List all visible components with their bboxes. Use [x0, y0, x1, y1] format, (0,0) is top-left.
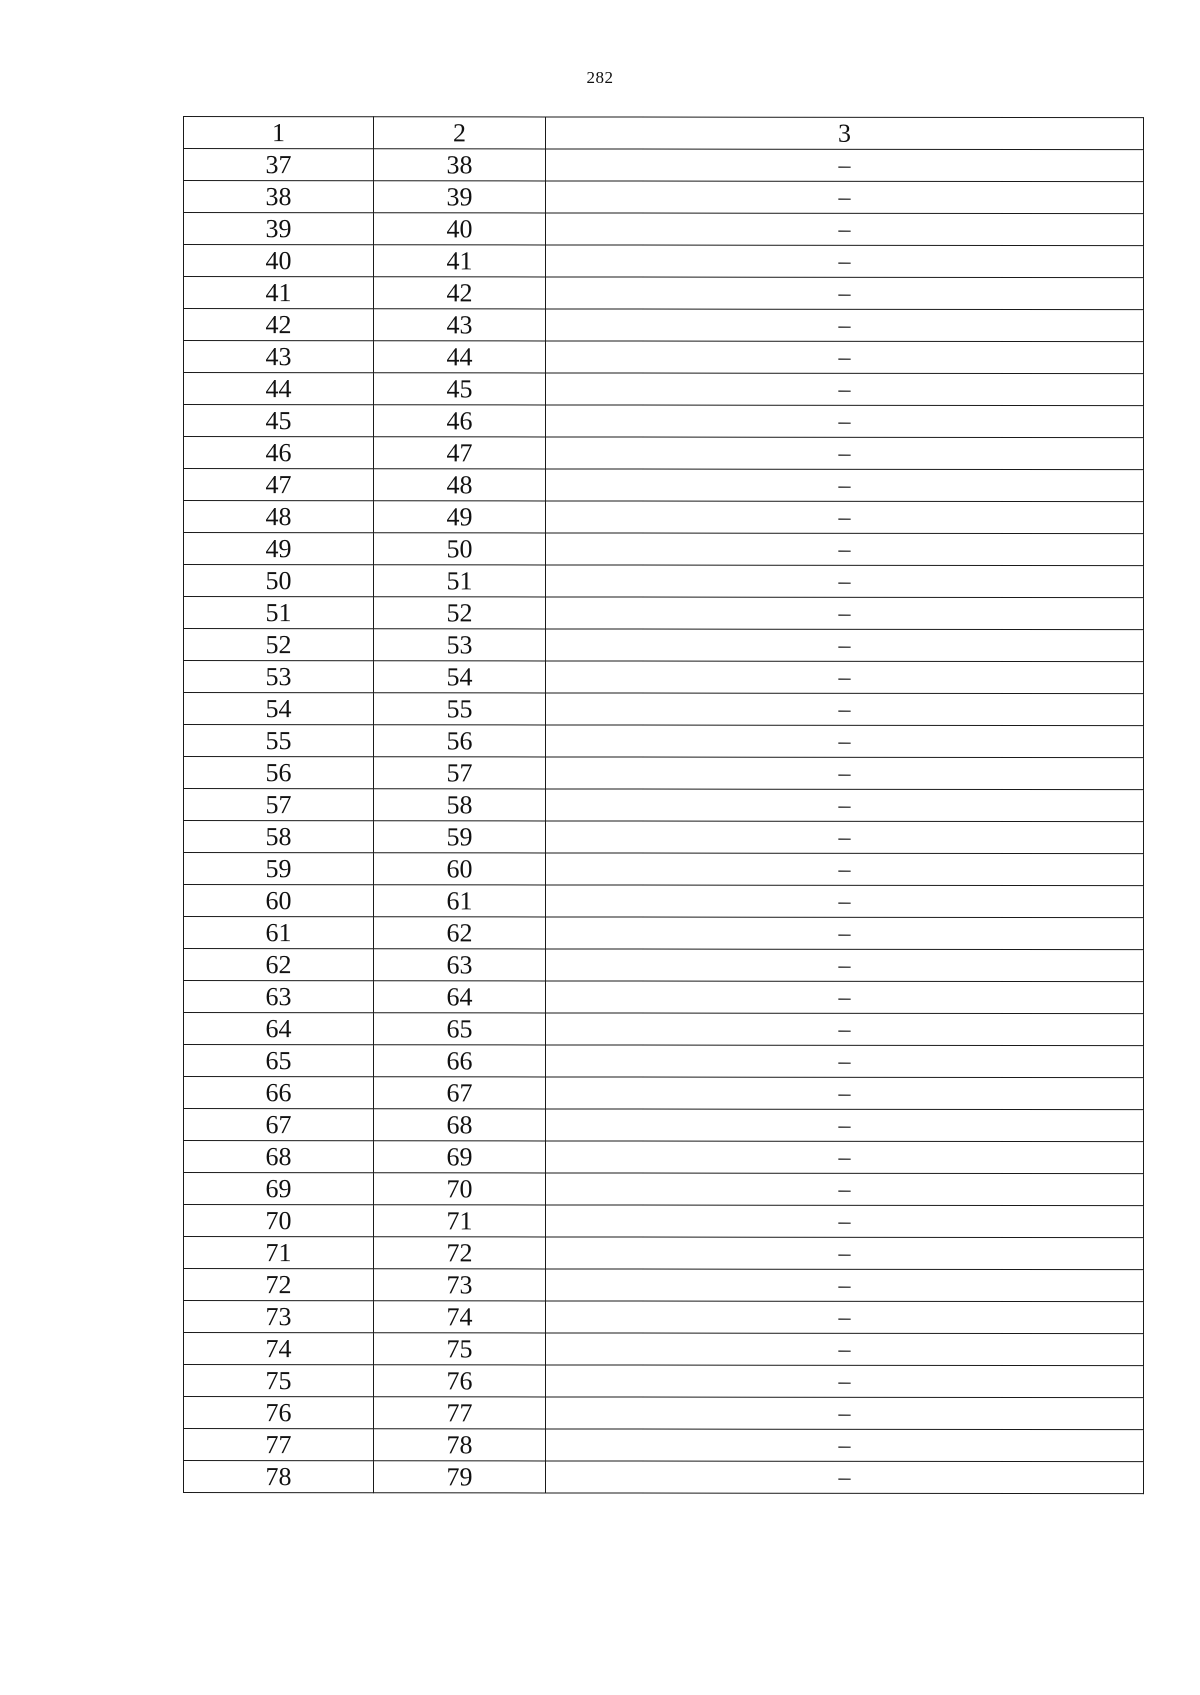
- cell-col-1: 59: [184, 853, 374, 885]
- table-row: [184, 1141, 1144, 1174]
- table-row: [184, 661, 1144, 694]
- cell-col-1: 76: [184, 1397, 374, 1429]
- cell-col-1: 77: [184, 1429, 374, 1461]
- cell-col-3: –: [546, 661, 1144, 694]
- cell-col-1: 62: [184, 949, 374, 981]
- cell-col-2: 75: [374, 1333, 546, 1365]
- cell-col-1: 63: [184, 981, 374, 1013]
- cell-col-2: 76: [374, 1365, 546, 1397]
- cell-col-3: –: [546, 1429, 1144, 1462]
- cell-col-2: 45: [374, 373, 546, 405]
- cell-col-3: –: [546, 1333, 1144, 1366]
- cell-col-3: –: [546, 1109, 1144, 1142]
- cell-col-1: 66: [184, 1077, 374, 1109]
- cell-col-1: 60: [184, 885, 374, 917]
- table-row: [184, 1461, 1144, 1494]
- cell-col-2: 41: [374, 245, 546, 277]
- cell-col-3: –: [546, 1301, 1144, 1334]
- table-row: [184, 789, 1144, 822]
- cell-col-2: 47: [374, 437, 546, 469]
- cell-col-1: 71: [184, 1237, 374, 1269]
- cell-col-3: –: [546, 1461, 1144, 1494]
- cell-col-3: –: [546, 1141, 1144, 1174]
- cell-col-2: 60: [374, 853, 546, 885]
- cell-col-2: 68: [374, 1109, 546, 1141]
- table-row: [184, 1045, 1144, 1078]
- cell-col-2: 69: [374, 1141, 546, 1173]
- table-row: [184, 757, 1144, 790]
- cell-col-3: –: [546, 757, 1144, 790]
- cell-col-3: –: [546, 373, 1144, 406]
- cell-col-3: –: [546, 341, 1144, 374]
- cell-col-1: 78: [184, 1461, 374, 1493]
- cell-col-1: 67: [184, 1109, 374, 1141]
- data-table: [183, 116, 1144, 1494]
- cell-col-2: 46: [374, 405, 546, 437]
- cell-col-3: –: [546, 1045, 1144, 1078]
- table-row: [184, 533, 1144, 566]
- cell-col-2: 61: [374, 885, 546, 917]
- cell-col-3: –: [546, 533, 1144, 566]
- cell-col-2: 44: [374, 341, 546, 373]
- cell-col-3: –: [546, 981, 1144, 1014]
- cell-col-1: 44: [184, 373, 374, 405]
- cell-col-1: 56: [184, 757, 374, 789]
- table-row: [184, 437, 1144, 470]
- cell-col-1: 70: [184, 1205, 374, 1237]
- cell-col-2: 40: [374, 213, 546, 245]
- table-row: [184, 469, 1144, 502]
- cell-col-3: –: [546, 501, 1144, 534]
- column-header-1: 1: [184, 117, 374, 149]
- table-row: [184, 597, 1144, 630]
- cell-col-2: 51: [374, 565, 546, 597]
- cell-col-1: 68: [184, 1141, 374, 1173]
- cell-col-1: 69: [184, 1173, 374, 1205]
- cell-col-2: 49: [374, 501, 546, 533]
- cell-col-2: 63: [374, 949, 546, 981]
- cell-col-1: 40: [184, 245, 374, 277]
- cell-col-3: –: [546, 949, 1144, 982]
- cell-col-3: –: [546, 1365, 1144, 1398]
- cell-col-1: 50: [184, 565, 374, 597]
- table-row: [184, 1301, 1144, 1334]
- table-row: [184, 1365, 1144, 1398]
- page-number: 282: [586, 68, 614, 87]
- cell-col-2: 53: [374, 629, 546, 661]
- cell-col-2: 73: [374, 1269, 546, 1301]
- cell-col-2: 54: [374, 661, 546, 693]
- cell-col-1: 37: [184, 149, 374, 181]
- cell-col-3: –: [546, 917, 1144, 950]
- cell-col-3: –: [546, 725, 1144, 758]
- cell-col-3: –: [546, 565, 1144, 598]
- cell-col-1: 75: [184, 1365, 374, 1397]
- cell-col-1: 39: [184, 213, 374, 245]
- table-row: [184, 949, 1144, 982]
- cell-col-3: –: [546, 1077, 1144, 1110]
- table-row: [184, 885, 1144, 918]
- table-row: [184, 629, 1144, 662]
- table-row: [184, 565, 1144, 598]
- cell-col-1: 41: [184, 277, 374, 309]
- cell-col-2: 67: [374, 1077, 546, 1109]
- cell-col-3: –: [546, 1173, 1144, 1206]
- cell-col-2: 74: [374, 1301, 546, 1333]
- table-row: [184, 1205, 1144, 1238]
- cell-col-2: 65: [374, 1013, 546, 1045]
- cell-col-2: 57: [374, 757, 546, 789]
- cell-col-2: 62: [374, 917, 546, 949]
- cell-col-3: –: [546, 629, 1144, 662]
- table-row: [184, 149, 1144, 182]
- table-row: [184, 1333, 1144, 1366]
- cell-col-3: –: [546, 277, 1144, 310]
- cell-col-2: 58: [374, 789, 546, 821]
- cell-col-3: –: [546, 309, 1144, 342]
- cell-col-1: 42: [184, 309, 374, 341]
- cell-col-3: –: [546, 1237, 1144, 1270]
- table-row: [184, 213, 1144, 246]
- cell-col-3: –: [546, 693, 1144, 726]
- cell-col-2: 59: [374, 821, 546, 853]
- table-body: [184, 149, 1144, 1494]
- table-row: [184, 853, 1144, 886]
- column-header-3: 3: [546, 117, 1144, 150]
- table-row: [184, 1077, 1144, 1110]
- cell-col-1: 54: [184, 693, 374, 725]
- cell-col-1: 46: [184, 437, 374, 469]
- cell-col-3: –: [546, 821, 1144, 854]
- cell-col-1: 61: [184, 917, 374, 949]
- cell-col-2: 42: [374, 277, 546, 309]
- table-row: [184, 1429, 1144, 1462]
- cell-col-2: 66: [374, 1045, 546, 1077]
- cell-col-3: –: [546, 437, 1144, 470]
- cell-col-3: –: [546, 1269, 1144, 1302]
- table-row: [184, 725, 1144, 758]
- cell-col-2: 72: [374, 1237, 546, 1269]
- cell-col-2: 48: [374, 469, 546, 501]
- table-row: [184, 1269, 1144, 1302]
- table-row: [184, 1237, 1144, 1270]
- cell-col-1: 38: [184, 181, 374, 213]
- cell-col-3: –: [546, 1013, 1144, 1046]
- table-row: [184, 981, 1144, 1014]
- table-row: [184, 373, 1144, 406]
- cell-col-3: –: [546, 469, 1144, 502]
- cell-col-1: 64: [184, 1013, 374, 1045]
- table-row: [184, 821, 1144, 854]
- cell-col-2: 38: [374, 149, 546, 181]
- cell-col-2: 50: [374, 533, 546, 565]
- cell-col-3: –: [546, 597, 1144, 630]
- cell-col-2: 71: [374, 1205, 546, 1237]
- cell-col-1: 58: [184, 821, 374, 853]
- cell-col-2: 70: [374, 1173, 546, 1205]
- cell-col-2: 55: [374, 693, 546, 725]
- cell-col-1: 73: [184, 1301, 374, 1333]
- cell-col-1: 49: [184, 533, 374, 565]
- cell-col-2: 56: [374, 725, 546, 757]
- cell-col-3: –: [546, 885, 1144, 918]
- table-row: [184, 1173, 1144, 1206]
- cell-col-3: –: [546, 149, 1144, 182]
- table-header-row: [184, 117, 1144, 150]
- table-row: [184, 277, 1144, 310]
- table-row: [184, 917, 1144, 950]
- cell-col-1: 51: [184, 597, 374, 629]
- cell-col-3: –: [546, 213, 1144, 246]
- cell-col-3: –: [546, 1205, 1144, 1238]
- cell-col-2: 78: [374, 1429, 546, 1461]
- table-row: [184, 181, 1144, 214]
- cell-col-3: –: [546, 789, 1144, 822]
- cell-col-3: –: [546, 181, 1144, 214]
- cell-col-2: 79: [374, 1461, 546, 1493]
- table-row: [184, 501, 1144, 534]
- table-row: [184, 1397, 1144, 1430]
- table-row: [184, 693, 1144, 726]
- cell-col-3: –: [546, 405, 1144, 438]
- cell-col-1: 43: [184, 341, 374, 373]
- cell-col-1: 45: [184, 405, 374, 437]
- table-row: [184, 1109, 1144, 1142]
- cell-col-1: 48: [184, 501, 374, 533]
- cell-col-2: 39: [374, 181, 546, 213]
- cell-col-2: 43: [374, 309, 546, 341]
- cell-col-3: –: [546, 245, 1144, 278]
- table-row: [184, 1013, 1144, 1046]
- cell-col-2: 77: [374, 1397, 546, 1429]
- table-row: [184, 245, 1144, 278]
- cell-col-2: 52: [374, 597, 546, 629]
- table-row: [184, 405, 1144, 438]
- cell-col-1: 74: [184, 1333, 374, 1365]
- table-container: [183, 116, 1144, 1494]
- cell-col-1: 65: [184, 1045, 374, 1077]
- cell-col-1: 52: [184, 629, 374, 661]
- cell-col-1: 72: [184, 1269, 374, 1301]
- cell-col-1: 57: [184, 789, 374, 821]
- cell-col-3: –: [546, 1397, 1144, 1430]
- table-row: [184, 341, 1144, 374]
- cell-col-3: –: [546, 853, 1144, 886]
- cell-col-1: 53: [184, 661, 374, 693]
- cell-col-1: 55: [184, 725, 374, 757]
- cell-col-1: 47: [184, 469, 374, 501]
- column-header-2: 2: [374, 117, 546, 149]
- cell-col-2: 64: [374, 981, 546, 1013]
- table-row: [184, 309, 1144, 342]
